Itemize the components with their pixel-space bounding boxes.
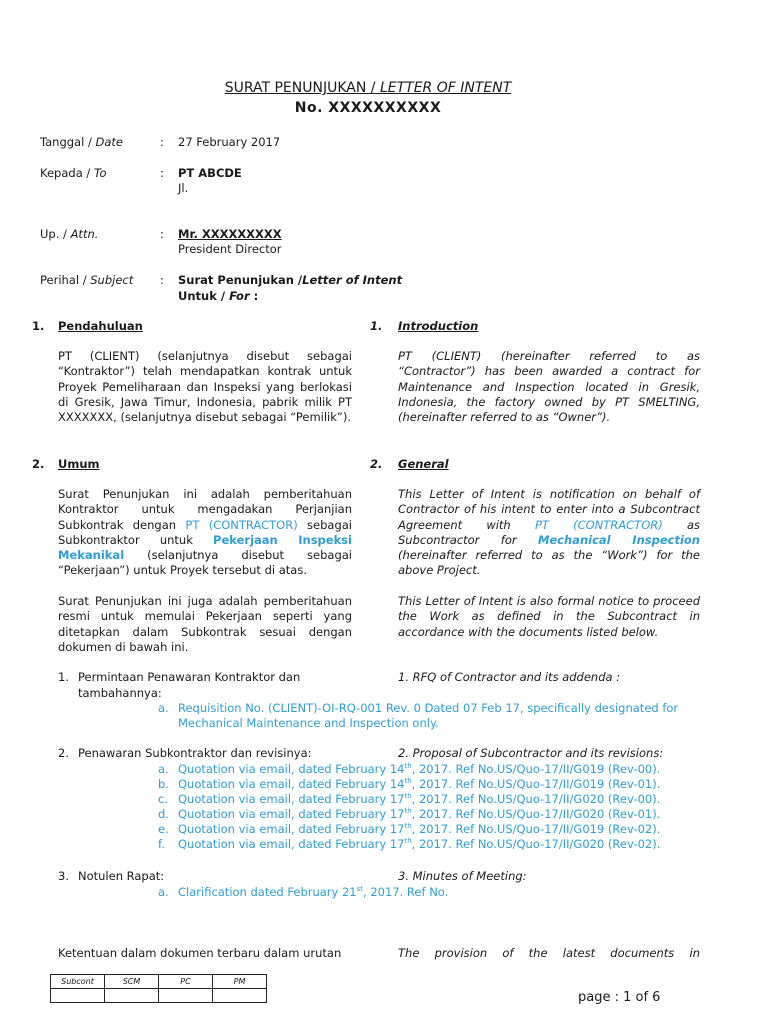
document-title [0, 80, 736, 96]
section2-paragraph1-en: This Letter of Intent is notification on behalf of Contractor of his intent to enter into a Subcontract Agreement with PT (CONTRACTOR) as Subcontractor for Mechanical Inspection (hereinafter referred to as the “Work”) for the above Project. [398, 487, 700, 578]
doc-item1-sub-a-line2: Mechanical Maintenance and Inspection only. [178, 716, 439, 730]
doc-item3-number: 3. [58, 869, 69, 883]
doc-item1-id-line2: tambahannya: [78, 686, 162, 700]
section1-heading-id: Pendahuluan [58, 319, 143, 333]
subject-value: Surat Penunjukan /Letter of Intent [178, 273, 403, 287]
section2-number: 2. [32, 457, 45, 471]
doc-item1-en: 1. RFQ of Contractor and its addenda : [398, 670, 621, 684]
page-number: page : 1 of 6 [578, 990, 661, 1005]
quotation-item: f. Quotation via email, dated February 17th, 2017. Ref No.US/Quo-17/II/G020 (Rev-02). [158, 837, 661, 851]
quotation-item: d. Quotation via email, dated February 17th, 2017. Ref No.US/Quo-17/II/G020 (Rev-01). [158, 807, 661, 821]
title-indonesian: SURAT PENUNJUKAN / [224, 80, 380, 96]
initials-cell-subcont[interactable] [51, 989, 105, 1003]
doc-item1-number: 1. [58, 670, 69, 684]
section2-heading-id: Umum [58, 457, 100, 471]
attn-colon: : [160, 227, 164, 241]
subject-line2: Untuk / For : [178, 289, 259, 303]
section2-paragraph1-id: Surat Penunjukan ini adalah pemberitahuan Kontraktor untuk mengadakan Perjanjian Subkontrak dengan PT (CONTRACTOR) sebagai Subkontraktor untuk Pekerjaan Inspeksi Mekanikal (selanjutnya disebut sebagai “Pekerjaan”) untuk Proyek tersebut di atas. [58, 487, 352, 578]
closing-text-en: The provision of the latest documents in [398, 946, 700, 960]
section1-paragraph-en: PT (CLIENT) (hereinafter referred to as “Contractor”) has been awarded a contract for Maintenance and Inspection located in Gresik, Indonesia, the factory owned by PT SMELTING, (hereinafter referred to as “Owner”). [398, 349, 700, 425]
recipient-address: Jl. [178, 181, 189, 195]
doc-item1-sub-a: a. Requisition No. (CLIENT)-OI-RQ-001 Rev. 0 Dated 07 Feb 17, specifically designated for [158, 701, 679, 715]
doc-item3-sub-a: a. Clarification dated February 21st, 2017. Ref No. [158, 885, 449, 899]
work-name-en: Mechanical Inspection [537, 532, 700, 547]
to-colon: : [160, 166, 164, 180]
initials-header-pm: PM [213, 975, 267, 989]
initials-cell-pc[interactable] [159, 989, 213, 1003]
to-label: Kepada / To [40, 166, 107, 180]
section1-number-en: 1. [370, 319, 383, 333]
initials-cell-pm[interactable] [213, 989, 267, 1003]
doc-item3-en: 3. Minutes of Meeting: [398, 869, 527, 883]
date-value: 27 February 2017 [178, 135, 281, 149]
doc-item2-number: 2. [58, 746, 69, 760]
doc-item2-id: Penawaran Subkontraktor dan revisinya: [78, 746, 312, 760]
section1-number: 1. [32, 319, 45, 333]
section2-paragraph2-id: Surat Penunjukan ini juga adalah pemberitahuan resmi untuk memulai Pekerjaan seperti yang ditetapkan dalam Subkontrak sesuai dengan dokumen di bawah ini. [58, 594, 352, 654]
quotation-item: b. Quotation via email, dated February 14th, 2017. Ref No.US/Quo-17/II/G019 (Rev-01). [158, 777, 661, 791]
recipient-company: PT ABCDE [178, 166, 242, 180]
initials-table [50, 974, 267, 1003]
subject-colon: : [160, 273, 164, 287]
closing-text-id: Ketentuan dalam dokumen terbaru dalam urutan [58, 946, 342, 960]
section2-heading-en: General [398, 457, 449, 471]
attn-label: Up. / Attn. [40, 227, 99, 241]
date-label: Tanggal / Date [40, 135, 123, 149]
quotation-item: c. Quotation via email, dated February 17th, 2017. Ref No.US/Quo-17/II/G020 (Rev-00). [158, 792, 661, 806]
attn-title: President Director [178, 242, 282, 256]
work-name: Pekerjaan Inspeksi Mekanikal [58, 532, 352, 563]
initials-header-pc: PC [159, 975, 213, 989]
contractor-name-en: PT (CONTRACTOR) [534, 517, 663, 532]
section2-number-en: 2. [370, 457, 383, 471]
initials-header-subcont: Subcont [51, 975, 105, 989]
section1-paragraph-id: PT (CLIENT) (selanjutnya disebut sebagai “Kontraktor”) telah mendapatkan kontrak untuk Proyek Pemeliharaan dan Inspeksi yang berlokasi di Gresik, Jawa Timur, Indonesia, pabrik milik PT XXXXXXX, (selanjutnya disebut sebagai “Pemilik”). [58, 349, 352, 425]
initials-cell-scm[interactable] [105, 989, 159, 1003]
subject-label: Perihal / Subject [40, 273, 134, 287]
doc-item3-id: Notulen Rapat: [78, 869, 165, 883]
section2-paragraph2-en: This Letter of Intent is also formal notice to proceed the Work as defined in the Subcontract in accordance with the documents listed below. [398, 594, 700, 639]
contractor-name: PT (CONTRACTOR) [185, 517, 298, 532]
doc-item2-en: 2. Proposal of Subcontractor and its revisions: [398, 746, 664, 760]
date-colon: : [160, 135, 164, 149]
section1-heading-en: Introduction [398, 319, 479, 333]
attn-name: Mr. XXXXXXXXX [178, 227, 282, 241]
doc-item1-id-line1: Permintaan Penawaran Kontraktor dan [78, 670, 301, 684]
document-number: No. XXXXXXXXXX [294, 100, 442, 116]
title-english: LETTER OF INTENT [379, 80, 512, 96]
quotation-item: e. Quotation via email, dated February 17th, 2017. Ref No.US/Quo-17/II/G019 (Rev-02). [158, 822, 661, 836]
initials-header-scm: SCM [105, 975, 159, 989]
quotation-item: a. Quotation via email, dated February 14th, 2017. Ref No.US/Quo-17/II/G019 (Rev-00). [158, 762, 661, 776]
